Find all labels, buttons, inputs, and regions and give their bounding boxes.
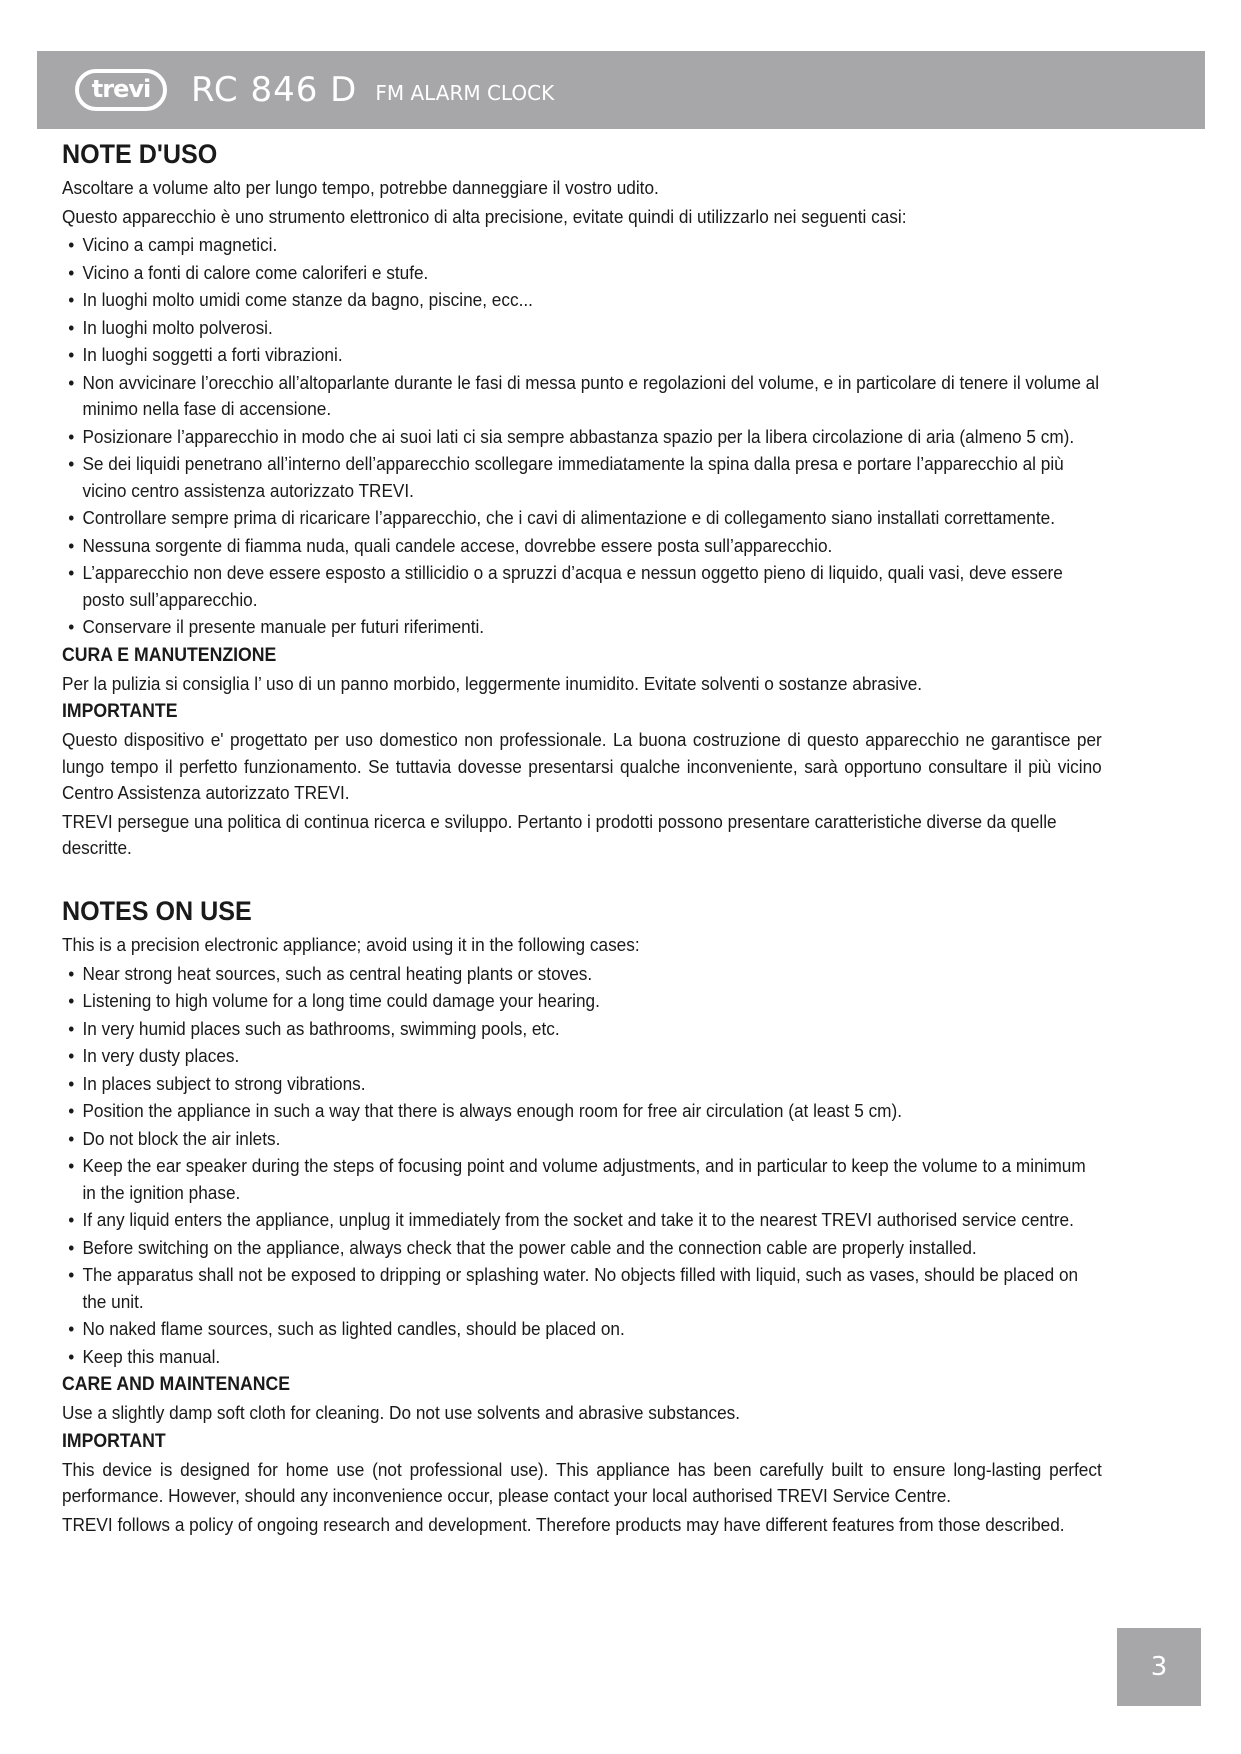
list-item-text: Non avvicinare l’orecchio all’altoparlante durante le fasi di messa punto e regolazioni del volume, e in particolare di tenere il volume al minimo nella fase di accensione. xyxy=(82,371,1100,419)
page-number: 3 xyxy=(1150,1652,1168,1682)
list-item-text: In luoghi molto umidi come stanze da bagno, piscine, ecc... xyxy=(82,289,533,310)
bullet-icon: • xyxy=(68,289,75,310)
english-important-title: IMPORTANT xyxy=(62,1430,166,1452)
bullet-icon: • xyxy=(68,562,75,583)
bullet-icon: • xyxy=(68,962,75,984)
page-number-box xyxy=(1117,1628,1201,1706)
english-care-title: CARE AND MAINTENANCE xyxy=(62,1374,291,1395)
list-item xyxy=(62,505,1102,532)
english-policy-text: TREVI follows a policy of ongoing research and development. Therefore products may have different features from those described. xyxy=(62,1513,1065,1535)
bullet-icon: • xyxy=(68,261,75,283)
list-item-text: Se dei liquidi penetrano all’interno dell’apparecchio scollegare immediatamente la spina dalla presa e portare l’apparecchio al più vicino centro assistenza autorizzato TREVI. xyxy=(82,453,1064,501)
list-item-text: Do not block the air inlets. xyxy=(82,1127,281,1149)
list-item-text: The apparatus shall not be exposed to dripping or splashing water. No objects filled with liquid, such as vases, should be placed on the unit. xyxy=(82,1264,1079,1312)
bullet-icon: • xyxy=(68,1100,75,1121)
italian-title: NOTE D'USO xyxy=(62,139,218,169)
list-item-text: Vicino a fonti di calore come caloriferi e stufe. xyxy=(82,261,429,283)
brand-logo-text: trevi xyxy=(91,75,151,103)
list-item-text: In very dusty places. xyxy=(82,1045,240,1066)
bullet-icon: • xyxy=(68,344,75,365)
bullet-icon: • xyxy=(68,1345,75,1367)
list-item xyxy=(62,1126,1102,1153)
list-item-text: In luoghi molto polverosi. xyxy=(82,316,273,338)
list-item xyxy=(62,315,1102,342)
list-item-text: In very humid places such as bathrooms, swimming pools, etc. xyxy=(82,1017,560,1039)
italian-intro-1: Ascoltare a volume alto per lungo tempo, potrebbe danneggiare il vostro udito. xyxy=(62,177,659,198)
bullet-icon: • xyxy=(68,534,75,556)
list-item xyxy=(62,1098,1102,1125)
list-item xyxy=(62,1207,1102,1234)
bullet-icon: • xyxy=(68,990,75,1011)
list-item-text: L’apparecchio non deve essere esposto a stillicidio o a spruzzi d’acqua e nessun oggetto pieno di liquido, quali vasi, deve essere posto sull’apparecchio. xyxy=(82,562,1063,610)
list-item xyxy=(62,1344,1102,1371)
product-model: RC 846 D xyxy=(191,70,358,110)
list-item xyxy=(62,1071,1102,1098)
italian-section xyxy=(62,137,1102,864)
bullet-icon: • xyxy=(68,507,75,528)
list-item xyxy=(62,370,1102,423)
list-item xyxy=(62,533,1102,560)
list-item xyxy=(62,424,1102,451)
list-item xyxy=(62,1016,1102,1043)
bullet-icon: • xyxy=(68,425,75,447)
bullet-icon: • xyxy=(68,234,75,255)
list-item xyxy=(62,260,1102,287)
list-item-text: Conservare il presente manuale per futuri riferimenti. xyxy=(82,616,485,637)
italian-care-text: Per la pulizia si consiglia l’ uso di un panno morbido, leggermente inumidito. Evitate solventi o sostanze abrasive. xyxy=(62,672,923,694)
bullet-icon: • xyxy=(68,453,75,474)
product-subtitle: FM ALARM CLOCK xyxy=(375,81,555,105)
english-bullet-list xyxy=(62,961,1102,1371)
bullet-icon: • xyxy=(68,1155,75,1176)
list-item-text: Controllare sempre prima di ricaricare l’apparecchio, che i cavi di alimentazione e di collegamento siano installati correttamente. xyxy=(82,507,1056,528)
list-item xyxy=(62,1043,1102,1070)
italian-important-text: Questo dispositivo e' progettato per uso domestico non professionale. La buona costruzione di questo apparecchio ne garantisce per lungo tempo il perfetto funzionamento. Se tuttavia dovesse presentarsi qualche inconveniente, sarà opportuno consultare il più vicino Centro Assistenza autorizzato TREVI. xyxy=(62,729,1102,803)
list-item-text: Keep the ear speaker during the steps of focusing point and volume adjustments, and in particular to keep the volume to a minimum in the ignition phase. xyxy=(82,1155,1086,1203)
english-intro: This is a precision electronic appliance; avoid using it in the following cases: xyxy=(62,934,640,955)
bullet-icon: • xyxy=(68,316,75,338)
italian-policy-text: TREVI persegue una politica di continua ricerca e sviluppo. Pertanto i prodotti possono presentare caratteristiche diverse da quelle descritte. xyxy=(62,810,1057,858)
list-item-text: Before switching on the appliance, always check that the power cable and the connection cable are properly installed. xyxy=(82,1236,977,1258)
list-item xyxy=(62,614,1102,641)
bullet-icon: • xyxy=(68,1072,75,1094)
list-item xyxy=(62,988,1102,1015)
bullet-icon: • xyxy=(68,1236,75,1258)
list-item xyxy=(62,342,1102,369)
list-item xyxy=(62,451,1102,504)
english-important-text: This device is designed for home use (not professional use). This appliance has been carefully built to ensure long-lasting perfect performance. However, should any inconvenience occur, please contact your local authorised TREVI Service Centre. xyxy=(62,1458,1102,1506)
list-item xyxy=(62,232,1102,259)
list-item xyxy=(62,560,1102,613)
bullet-icon: • xyxy=(68,1127,75,1149)
list-item-text: In luoghi soggetti a forti vibrazioni. xyxy=(82,344,343,365)
italian-important-title: IMPORTANTE xyxy=(62,701,178,722)
list-item-text: Posizionare l’apparecchio in modo che ai suoi lati ci sia sempre abbastanza spazio per la libera circolazione di aria (almeno 5 cm). xyxy=(82,425,1075,447)
brand-logo xyxy=(75,69,167,111)
list-item xyxy=(62,1316,1102,1343)
list-item-text: Vicino a campi magnetici. xyxy=(82,234,278,255)
english-care-text: Use a slightly damp soft cloth for cleaning. Do not use solvents and abrasive substances. xyxy=(62,1402,741,1423)
list-item-text: In places subject to strong vibrations. xyxy=(82,1072,366,1094)
list-item-text: Keep this manual. xyxy=(82,1345,221,1367)
list-item xyxy=(62,1262,1102,1315)
list-item xyxy=(62,961,1102,988)
english-title: NOTES ON USE xyxy=(62,896,252,926)
list-item-text: Nessuna sorgente di fiamma nuda, quali candele accese, dovrebbe essere posta sull’apparecchio. xyxy=(82,534,833,556)
list-item xyxy=(62,1153,1102,1206)
bullet-icon: • xyxy=(68,1209,75,1230)
list-item-text: No naked flame sources, such as lighted candles, should be placed on. xyxy=(82,1318,625,1339)
bullet-icon: • xyxy=(68,1318,75,1339)
list-item-text: Listening to high volume for a long time could damage your hearing. xyxy=(82,990,600,1011)
italian-intro-2: Questo apparecchio è uno strumento elettronico di alta precisione, evitate quindi di utilizzarlo nei seguenti casi: xyxy=(62,205,907,227)
list-item-text: Position the appliance in such a way that there is always enough room for free air circulation (at least 5 cm). xyxy=(82,1100,903,1121)
list-item xyxy=(62,287,1102,314)
header-bar xyxy=(37,51,1205,129)
english-section xyxy=(62,894,1102,1540)
bullet-icon: • xyxy=(68,1017,75,1039)
list-item xyxy=(62,1235,1102,1262)
bullet-icon: • xyxy=(68,1045,75,1066)
list-item-text: If any liquid enters the appliance, unplug it immediately from the socket and take it to the nearest TREVI authorised service centre. xyxy=(82,1209,1074,1230)
italian-care-title: CURA E MANUTENZIONE xyxy=(62,644,277,666)
list-item-text: Near strong heat sources, such as central heating plants or stoves. xyxy=(82,962,593,984)
bullet-icon: • xyxy=(68,371,75,393)
bullet-icon: • xyxy=(68,616,75,637)
italian-bullet-list xyxy=(62,232,1102,641)
bullet-icon: • xyxy=(68,1264,75,1285)
